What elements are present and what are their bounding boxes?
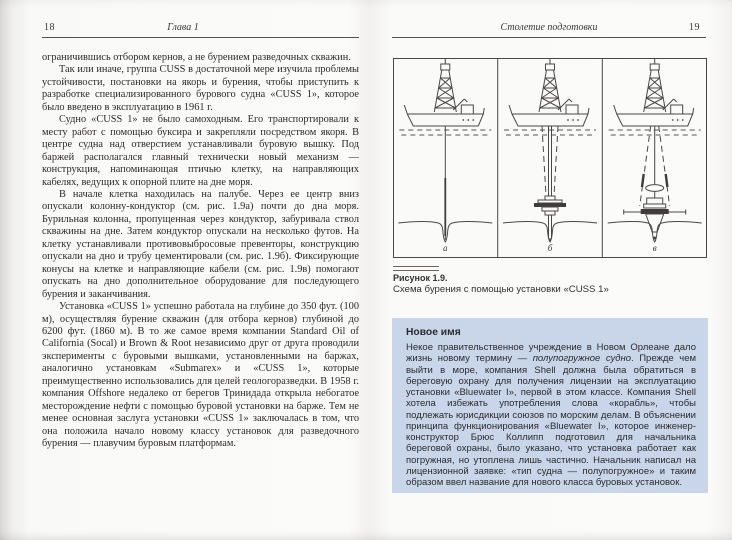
panel-label-b: б bbox=[547, 243, 553, 253]
page-number-right: 19 bbox=[689, 22, 700, 33]
info-box-new-name bbox=[392, 318, 708, 493]
figure-panel-c bbox=[608, 59, 702, 242]
body-text-left bbox=[42, 52, 359, 451]
running-header-left: Глава 1 bbox=[167, 22, 199, 33]
page-number-left: 18 bbox=[44, 22, 55, 33]
figure-caption-rule bbox=[393, 266, 439, 271]
header-rule-right bbox=[392, 37, 706, 38]
header-rule-left bbox=[42, 37, 359, 38]
running-header-right: Столетие подготовки bbox=[500, 22, 598, 33]
panel-label-v: в bbox=[652, 243, 657, 253]
info-box-text-term: полупогружное судно bbox=[532, 353, 632, 365]
figure-caption-label: Рисунок 1.9. bbox=[393, 273, 448, 283]
info-box-text-rest: . Прежде чем выйти в море, компания Shell должна была обратиться в береговую охрану для получения лицензии на эксплуатацию установки «Bluewater I», первой в этом классе. Компания Shell хотела избежать употребления слова «корабль», чтобы подлежать юрисдикции союзов по морским делам. В объяснении принципа функционирования «Bluewater I», которое инженер-конструктор Брюс Коллипп подготовил для начальника береговой охраны, было указано, что установка работает как погружная, но утоплена лишь частично. Начальник написал на лицензионной заявке: «тип судна — полупогружное» и таким образом ввел название для нового класса буровых установок. bbox=[406, 353, 697, 488]
figure-panel-b bbox=[503, 59, 597, 242]
paragraph: В начале клетка находилась на палубе. Через ее центр вниз опускали колонну-кондуктор (см. рис. 1.9а) почти до дна моря. Бурильная колонна, пропущенная через кондуктор, забуривала ствол скважины на дне. Затем кондуктор опускали на несколько футов. На клетку устанавливали противовыбросовые превенторы, конструкцию опускали на дно и трубу цементировали (см. рис. 1.9б). Фиксирующие конусы на клетке и направляющие кабели (см. рис. 1.9в) помогают опускать на дно дополнительное оборудование для последующего бурения и заканчивания. bbox=[42, 188, 359, 300]
info-box-title: Новое имя bbox=[406, 327, 461, 338]
paragraph: Так или иначе, группа CUSS в достаточной мере изучила проблемы устойчивости, постановки на якорь и бурения, чтобы приступить к разработке специализированного бурового судна «CUSS 1», которое было введено в эксплуатацию в 1961 г. bbox=[42, 64, 359, 113]
figure-caption-text: Схема бурения с помощью установки «CUSS 1» bbox=[393, 284, 609, 295]
page-right bbox=[366, 0, 732, 540]
info-box-body bbox=[406, 342, 696, 488]
panel-label-a: а bbox=[443, 243, 448, 253]
drilling-diagram bbox=[393, 58, 707, 258]
paragraph: Судно «CUSS 1» не было самоходным. Его транспортировали к месту работ с помощью буксира и закрепляли посредством якоря. В центре судна над отверстием устанавливали буровую вышку. Под баржей располагался главный технически новый механизм — конструкция, напоминающая птичью клетку, на направляющих кабелях, ведущих к опорной плите на дне моря. bbox=[42, 114, 359, 188]
paragraph: Установка «CUSS 1» успешно работала на глубине до 350 фут. (100 м), осуществляя бурение скважин (для отбора кернов) глубиной до 6200 фут. (1860 м). В то же самое время компании Standard Oil of California (Socal) и Brown & Root независимо друг от друга проводили эксперименты с буровыми вышками, установленными на баржах, аналогично установкам «Submarex» и «CUSS 1», которые преимущественно использовались для целей геологоразведки. В 1958 г. компания Offshore недалеко от берегов Тринидада открыла небогатое месторождение нефти с помощью буровой установки на барже. Тем не менее основная заслуга установки «CUSS 1» заключалась в том, что она положила начало новому классу установок для разведочного бурения — плавучим буровым платформам. bbox=[42, 301, 359, 450]
figure-1-9 bbox=[393, 58, 707, 258]
paragraph: ограничившись отбором кернов, а не бурением разведочных скважин. bbox=[42, 52, 351, 63]
figure-panel-a bbox=[398, 59, 492, 242]
info-box-text-lead: Некое правительственное учреждение в Новом Орлеане дало жизнь новому термину — bbox=[406, 342, 696, 365]
